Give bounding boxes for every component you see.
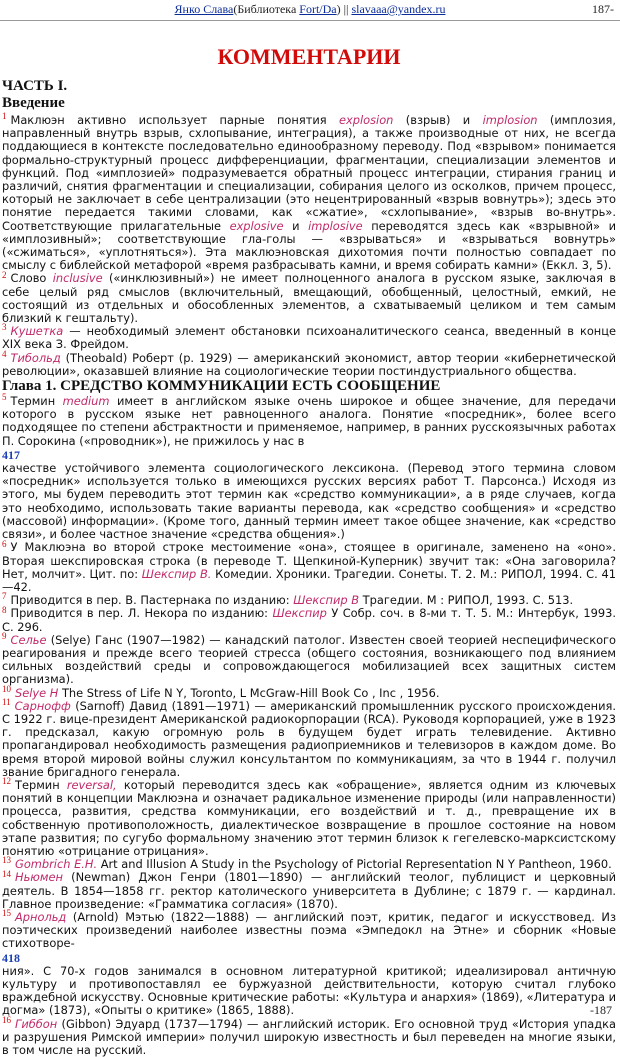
library-link[interactable]: Fort/Da: [299, 2, 337, 16]
footnote-text: качестве устойчивого элемента социологического лексикона. (Перевод этого термина словом «посредник» используется только в имеющихся русских версиях работ Т. Парсонса.) Исходя из этого, мы будем переводить этот термин как «средство коммуникации», а в ряде случаев, когда это необходимо, использовать такие варианты перевода, как «средство сообщения» и «средство (массовой) информации». (Кроме того, данный термин имеет такое общее значение, как «средство связи», и более частное значение «средства общения».): [2, 461, 616, 542]
footnote-2: [2, 269, 616, 326]
footnote-term: Арнольд: [15, 909, 67, 924]
part-heading: ЧАСТЬ I.: [2, 78, 68, 94]
footnote-text: (Newman) Джон Генри (1801—1890) — английский теолог, публицист и церковный деятель. В 1854—1858 гг. ректор католического университета в Дублине; с 1879 г. — кардинал. Главное произведение: «Грамматика согласия» (1870).: [2, 870, 616, 911]
intro-heading: Введение: [2, 95, 65, 111]
footnote-text: (имплозия, направленный внутрь взрыв, схлопывание, интеграция), а также производные от них, не всегда поддающиеся в контексте последовательно единообразному переводу. Под «взрывом» понимается формально-структурный процесс дифференциации, фрагментации, специализации элементов и функций. Под «имплозией» подразумевается обратный процесс интеграции, стирания границ и различий, снятия фрагментации и специализации, собирания целого из осколков, причем процесс, который не заключает в себе централизации (это нецентрированный «взрыв вовнутрь»); здесь это понятие передается такими словами, как «сжатие», «схлопывание», «взрыв во-внутрь». Соответствующие прилагательные: [2, 113, 616, 233]
header-divider: [0, 20, 620, 21]
footnote-text: (Arnold) Мэтью (1822—1888) — английский поэт, критик, педагог и искусствовед. Из поэтических произведений наиболее известны поэма «Эмпедокл на Этне» и сборник «Новые стихотворе-: [2, 909, 616, 951]
header-line: [0, 2, 620, 17]
footnote-9: [2, 630, 616, 687]
footnote-number: 14: [2, 868, 11, 879]
footnote-term: medium: [62, 394, 110, 409]
footnote-text: Приводится в пер. Л. Некора по изданию:: [10, 606, 273, 621]
footnote-term: inclusive: [52, 271, 103, 286]
footnote-term: Ньюмен: [15, 870, 63, 885]
footnote-term: Тибольд: [10, 350, 61, 365]
chapter-heading: Глава 1. СРЕДСТВО КОММУНИКАЦИИ ЕСТЬ СООБЩЕНИЕ: [2, 378, 441, 395]
footnote-8: [2, 604, 616, 634]
footnote-text: Слово: [10, 271, 53, 286]
footnote-text: У Маклюэна во второй строке местоимение «она», стоящее в оригинале, заменено на «оно». Вторая шекспировская строка (в переводе Т. Щепкиной-Куперник) звучит так: «Она заговорила? Нет, молчит». Цит. по:: [2, 540, 616, 581]
footnote-number: 1: [2, 111, 7, 122]
footnote-text: Термин: [10, 394, 63, 409]
footnote-number: 16: [2, 1014, 11, 1025]
footnote-text: и: [283, 218, 309, 233]
footnote-3: [2, 322, 616, 352]
footnote-text: The Stress of Life N Y, Toronto, L McGraw-Hill Book Co , Inc , 1956.: [58, 685, 440, 700]
footnote-text: Маклюэн активно использует парные понятия: [10, 113, 339, 127]
footnote-number: 6: [2, 538, 7, 549]
page-title: КОММЕНТАРИИ: [217, 44, 401, 69]
footnote-text: У Собр. соч. в 8-ми т. Т. 5. М.: Интербук, 1993. С. 296.: [2, 606, 616, 634]
footnote-15: [2, 908, 616, 1018]
footnote-term: Шекспир: [272, 606, 327, 621]
footnote-term: Селье: [10, 632, 47, 647]
footnote-number: 10: [2, 683, 11, 694]
footnote-number: 7: [2, 591, 7, 602]
email-link[interactable]: slavaaa@yandex.ru: [351, 2, 446, 16]
footnote-5: [2, 392, 616, 542]
footnote-number: 12: [2, 776, 11, 787]
footnote-text: (Theobald) Роберт (р. 1929) — американский экономист, автор теории «кибернетической революции», оказавшей влияние на социологические теории постиндустриального общества.: [2, 350, 616, 378]
footnote-text: (Sarnoff) Давид (1891—1971) — американский промышленник русского происхождения. С 1922 г. вице-президент Американской радиокорпорации (RCA). Руководя корпорацией, уже в 1923 г. предсказал, какую огромную роль в будущем будет играть телевидение. Активно пропагандировал необходимость размещения радиоприемников и телевизоров в каждом доме. Во время второй мировой войны служил консультантом по коммуникациям, за что в 1944 г. получил звание бригадного генерала.: [2, 698, 616, 779]
footnote-text: (Gibbon) Эдуард (1737—1794) — английский историк. Его основной труд «История упадка и разрушения Римской империи» получил широкую известность и был переведен на многие языки, в том числе на русский.: [2, 1016, 616, 1057]
header-separator: ||: [340, 2, 352, 16]
footnote-term: implosive: [308, 218, 363, 233]
footnote-term: Шекспир В: [293, 593, 360, 608]
footnote-1: [2, 111, 616, 273]
footnote-text: (Selye) Ганс (1907—1982) — канадский патолог. Известен своей теорией неспецифического реагирования и прежде всего теорией стресса (общего состояния, возникающего под влиянием сильных воздействий среды и сопровождающегося мобилизацией всех защитных систем организма).: [2, 632, 616, 687]
footnote-6: [2, 538, 616, 594]
footnote-11: [2, 696, 616, 779]
footnote-12: [2, 776, 616, 858]
footnote-term: Сарнофф: [14, 698, 71, 713]
footnote-14: [2, 868, 616, 911]
footnote-text: (взрыв) и: [393, 113, 483, 127]
footnote-number: 9: [2, 630, 7, 641]
footnote-text: Комедии. Хроники. Трагедии. Сонеты. Т. 2. М.: РИПОЛ, 1994. С. 41—42.: [2, 566, 616, 594]
footnote-number: 11: [2, 696, 11, 707]
footnote-text: — необходимый элемент обстановки психоаналитического сеанса, введенный в конце XIX века З. Фрейдом.: [2, 324, 616, 352]
footnote-4: [2, 348, 616, 378]
footnote-text: Термин: [15, 777, 67, 792]
page-marker: 418: [2, 950, 20, 965]
footnote-term: Гиббон: [15, 1016, 58, 1031]
header-page-number: 187-: [592, 2, 614, 16]
footnote-term: Шекспир В.: [141, 566, 212, 581]
footnote-term: reversal,: [66, 777, 117, 792]
footnote-text: ния». С 70-х годов занимался в основном литературной критикой; идеализировал античную культуру и противопоставлял ее буржуазной действительности, которую считал глубоко враждебной искусству. Основные критические работы: «Культура и анархия» (1869), «Литература и догма» (1873), «Опыты о критике» (1865, 1888).: [2, 963, 616, 1018]
library-label-open: (Библиотека: [233, 2, 300, 16]
author-link[interactable]: Янко Слава: [174, 2, 234, 16]
footnote-number: 5: [2, 392, 7, 403]
footnote-term: explosion: [339, 113, 394, 127]
footnote-term: Gombrich E.H.: [15, 857, 98, 872]
footnote-text: Трагедии. М : РИПОЛ, 1993. С. 513.: [359, 593, 574, 608]
library-label-close: ): [336, 2, 341, 16]
footnote-text: («инклюзивный») не имеет полноценного аналога в русском языке, заключая в себе целый ряд смыслов (включительный, вмещающий, обобщенный, целостный, емкий, не состоящий из отдельных и обособленных элементов, а схватываемый целиком и тем самым близкий к гештальту).: [2, 271, 616, 326]
footnote-text: переводятся здесь как «взрывной» и «имплозивный»; соответствующие гла-голы — «взрываться» и «взрываться вовнутрь» («сжиматься», «уплотняться»). Эта маклюэновская дихотомия почти полностью совпадает по смыслу с библейской метафорой «время разбрасывать камни, и время собирать камни» (Еккл. 3, 5).: [2, 218, 616, 273]
footnote-number: 8: [2, 604, 7, 615]
footnote-number: 3: [2, 322, 7, 333]
footnote-number: 15: [2, 908, 11, 919]
footnote-number: 4: [2, 348, 7, 359]
footer-page-number: -187: [590, 1003, 612, 1017]
footnote-number: 2: [2, 269, 7, 280]
footnote-text: Приводится в пер. В. Пастернака по изданию:: [10, 593, 294, 608]
footnote-term: implosion: [482, 113, 538, 127]
footnote-number: 13: [2, 855, 11, 866]
footnote-text: имеет в английском языке очень широкое и общее значение, для передачи которого в русском языке нет равноценного аналога. Понятие «посредник», более всего подходящее по степени абстрактности и применяемое, например, в ранних русскоязычных работах П. Сорокина («проводник»), не прижилось у нас в: [2, 394, 616, 448]
footnote-text: который переводится здесь как «обращение», является одним из ключевых понятий в концепции Маклюэна и означает радикальное изменение природы (или направленности) процесса, развития, средства коммуникации, его воздействий и т. д., превращение их в собственную противоположность, диалектическое возвращение в прошлое состояние на новом этапе развития; по сугубо формальному значению этот термин близок к гегелевско-марксистскому понятию «отрицание отрицания».: [2, 777, 616, 858]
page-content: [0, 40, 620, 1057]
page-header: [0, 0, 620, 20]
footnote-term: Кушетка: [10, 324, 64, 339]
footnote-term: explosive: [229, 218, 284, 233]
footnote-text: Art and Illusion A Study in the Psychology of Pictorial Representation N Y Pantheon, 1960.: [97, 857, 612, 872]
page-marker: 417: [2, 447, 20, 462]
footnote-term: Selye H: [15, 685, 59, 700]
footnote-16: [2, 1014, 616, 1057]
